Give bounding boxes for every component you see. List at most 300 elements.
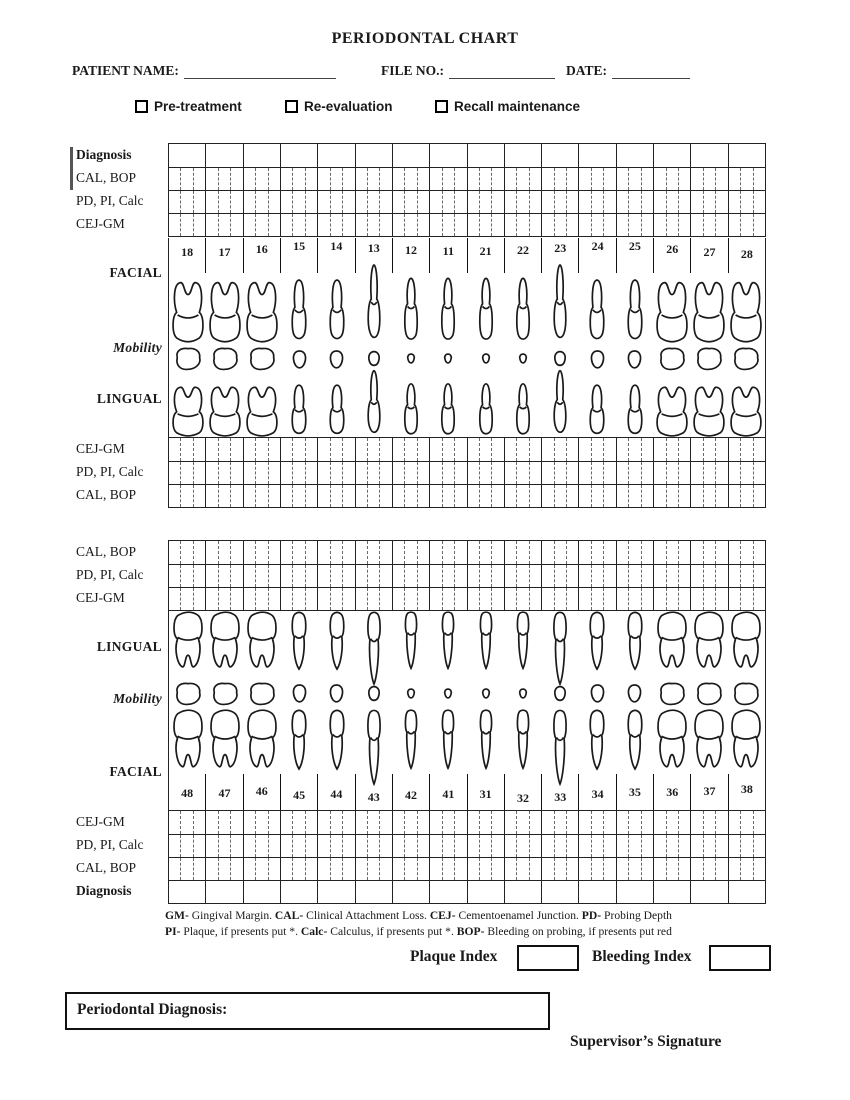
grid-site-cell[interactable] (666, 835, 678, 857)
grid-site-cell[interactable] (753, 214, 765, 236)
grid-site-cell[interactable] (292, 191, 304, 213)
grid-cell[interactable] (280, 144, 317, 167)
grid-site-cell[interactable] (281, 214, 292, 236)
grid-site-cell[interactable] (268, 462, 280, 484)
grid-site-cell[interactable] (218, 168, 230, 190)
grid-site-cell[interactable] (218, 858, 230, 880)
grid-site-cell[interactable] (393, 438, 404, 461)
grid-site-cell[interactable] (404, 811, 416, 834)
grid-site-cell[interactable] (654, 811, 665, 834)
grid-site-cell[interactable] (356, 168, 367, 190)
grid-site-cell[interactable] (268, 168, 280, 190)
grid-site-cell[interactable] (740, 168, 752, 190)
grid-site-cell[interactable] (292, 858, 304, 880)
grid-cell[interactable] (169, 881, 205, 903)
grid-site-cell[interactable] (753, 565, 765, 587)
grid-site-cell[interactable] (729, 214, 740, 236)
grid-site-cell[interactable] (516, 835, 528, 857)
grid-cell[interactable] (429, 881, 466, 903)
grid-site-cell[interactable] (753, 462, 765, 484)
grid-site-cell[interactable] (591, 191, 603, 213)
grid-site-cell[interactable] (740, 811, 752, 834)
grid-site-cell[interactable] (715, 191, 727, 213)
grid-site-cell[interactable] (516, 811, 528, 834)
grid-cell[interactable] (653, 881, 690, 903)
grid-site-cell[interactable] (554, 811, 566, 834)
grid-site-cell[interactable] (206, 811, 217, 834)
grid-site-cell[interactable] (430, 541, 441, 564)
grid-site-cell[interactable] (641, 565, 653, 587)
grid-site-cell[interactable] (579, 858, 590, 880)
grid-site-cell[interactable] (753, 438, 765, 461)
grid-cell[interactable] (616, 144, 653, 167)
grid-site-cell[interactable] (529, 541, 541, 564)
grid-site-cell[interactable] (505, 168, 516, 190)
grid-site-cell[interactable] (367, 462, 379, 484)
grid-site-cell[interactable] (244, 214, 255, 236)
grid-cell[interactable] (355, 144, 392, 167)
grid-site-cell[interactable] (281, 485, 292, 507)
grid-site-cell[interactable] (356, 214, 367, 236)
grid-site-cell[interactable] (268, 565, 280, 587)
grid-cell[interactable] (690, 881, 727, 903)
grid-site-cell[interactable] (206, 214, 217, 236)
grid-site-cell[interactable] (666, 214, 678, 236)
grid-site-cell[interactable] (666, 541, 678, 564)
grid-site-cell[interactable] (740, 485, 752, 507)
grid-site-cell[interactable] (729, 835, 740, 857)
grid-site-cell[interactable] (516, 485, 528, 507)
grid-cell[interactable] (728, 881, 765, 903)
grid-cell[interactable] (317, 881, 354, 903)
grid-site-cell[interactable] (430, 811, 441, 834)
grid-site-cell[interactable] (169, 214, 180, 236)
grid-site-cell[interactable] (654, 588, 665, 610)
grid-site-cell[interactable] (356, 191, 367, 213)
grid-site-cell[interactable] (330, 858, 342, 880)
grid-site-cell[interactable] (542, 191, 553, 213)
grid-site-cell[interactable] (342, 565, 354, 587)
grid-site-cell[interactable] (268, 485, 280, 507)
grid-site-cell[interactable] (318, 168, 329, 190)
grid-site-cell[interactable] (442, 588, 454, 610)
grid-site-cell[interactable] (442, 214, 454, 236)
grid-site-cell[interactable] (479, 565, 491, 587)
grid-site-cell[interactable] (367, 565, 379, 587)
grid-site-cell[interactable] (491, 541, 503, 564)
grid-site-cell[interactable] (318, 588, 329, 610)
grid-site-cell[interactable] (230, 588, 242, 610)
grid-cell[interactable] (317, 144, 354, 167)
grid-site-cell[interactable] (579, 811, 590, 834)
grid-site-cell[interactable] (430, 462, 441, 484)
grid-site-cell[interactable] (691, 485, 702, 507)
grid-site-cell[interactable] (529, 168, 541, 190)
grid-site-cell[interactable] (715, 214, 727, 236)
grid-site-cell[interactable] (654, 858, 665, 880)
grid-site-cell[interactable] (591, 438, 603, 461)
grid-site-cell[interactable] (393, 811, 404, 834)
grid-site-cell[interactable] (230, 438, 242, 461)
grid-site-cell[interactable] (542, 462, 553, 484)
grid-site-cell[interactable] (292, 541, 304, 564)
grid-site-cell[interactable] (678, 191, 690, 213)
grid-site-cell[interactable] (193, 541, 205, 564)
grid-site-cell[interactable] (554, 835, 566, 857)
grid-site-cell[interactable] (356, 541, 367, 564)
grid-site-cell[interactable] (729, 438, 740, 461)
grid-site-cell[interactable] (628, 835, 640, 857)
grid-site-cell[interactable] (255, 168, 267, 190)
grid-site-cell[interactable] (666, 462, 678, 484)
grid-site-cell[interactable] (729, 541, 740, 564)
grid-site-cell[interactable] (641, 835, 653, 857)
grid-site-cell[interactable] (379, 565, 391, 587)
grid-site-cell[interactable] (740, 565, 752, 587)
grid-site-cell[interactable] (169, 858, 180, 880)
grid-site-cell[interactable] (230, 811, 242, 834)
grid-site-cell[interactable] (218, 485, 230, 507)
grid-cell[interactable] (355, 881, 392, 903)
grid-site-cell[interactable] (641, 811, 653, 834)
grid-site-cell[interactable] (628, 438, 640, 461)
grid-site-cell[interactable] (641, 191, 653, 213)
grid-site-cell[interactable] (753, 858, 765, 880)
grid-site-cell[interactable] (617, 565, 628, 587)
grid-site-cell[interactable] (554, 214, 566, 236)
grid-site-cell[interactable] (330, 191, 342, 213)
grid-site-cell[interactable] (305, 588, 317, 610)
grid-site-cell[interactable] (367, 835, 379, 857)
grid-site-cell[interactable] (641, 462, 653, 484)
grid-site-cell[interactable] (566, 438, 578, 461)
grid-site-cell[interactable] (691, 462, 702, 484)
grid-site-cell[interactable] (740, 462, 752, 484)
grid-site-cell[interactable] (753, 168, 765, 190)
grid-site-cell[interactable] (641, 214, 653, 236)
grid-site-cell[interactable] (628, 588, 640, 610)
grid-site-cell[interactable] (579, 168, 590, 190)
grid-site-cell[interactable] (641, 168, 653, 190)
grid-site-cell[interactable] (342, 858, 354, 880)
grid-site-cell[interactable] (367, 214, 379, 236)
grid-site-cell[interactable] (305, 811, 317, 834)
grid-site-cell[interactable] (454, 462, 466, 484)
grid-site-cell[interactable] (244, 168, 255, 190)
grid-site-cell[interactable] (591, 835, 603, 857)
grid-site-cell[interactable] (603, 168, 615, 190)
grid-site-cell[interactable] (292, 835, 304, 857)
grid-site-cell[interactable] (729, 191, 740, 213)
grid-site-cell[interactable] (430, 485, 441, 507)
grid-site-cell[interactable] (218, 214, 230, 236)
grid-site-cell[interactable] (193, 565, 205, 587)
grid-site-cell[interactable] (628, 541, 640, 564)
grid-site-cell[interactable] (666, 588, 678, 610)
grid-site-cell[interactable] (281, 438, 292, 461)
grid-site-cell[interactable] (715, 811, 727, 834)
grid-site-cell[interactable] (255, 858, 267, 880)
grid-site-cell[interactable] (193, 438, 205, 461)
grid-site-cell[interactable] (255, 811, 267, 834)
grid-site-cell[interactable] (244, 541, 255, 564)
grid-site-cell[interactable] (193, 858, 205, 880)
grid-site-cell[interactable] (628, 462, 640, 484)
grid-site-cell[interactable] (491, 835, 503, 857)
grid-site-cell[interactable] (740, 588, 752, 610)
grid-site-cell[interactable] (318, 565, 329, 587)
grid-site-cell[interactable] (479, 835, 491, 857)
grid-site-cell[interactable] (281, 588, 292, 610)
grid-site-cell[interactable] (305, 565, 317, 587)
grid-site-cell[interactable] (379, 462, 391, 484)
grid-site-cell[interactable] (244, 485, 255, 507)
grid-site-cell[interactable] (542, 214, 553, 236)
grid-site-cell[interactable] (468, 438, 479, 461)
grid-site-cell[interactable] (330, 438, 342, 461)
grid-site-cell[interactable] (342, 168, 354, 190)
grid-cell[interactable] (392, 881, 429, 903)
grid-site-cell[interactable] (753, 835, 765, 857)
grid-cell[interactable] (690, 144, 727, 167)
grid-site-cell[interactable] (193, 168, 205, 190)
grid-site-cell[interactable] (715, 485, 727, 507)
grid-site-cell[interactable] (417, 191, 429, 213)
grid-site-cell[interactable] (206, 858, 217, 880)
grid-site-cell[interactable] (753, 191, 765, 213)
grid-site-cell[interactable] (180, 565, 192, 587)
grid-site-cell[interactable] (330, 541, 342, 564)
grid-site-cell[interactable] (454, 438, 466, 461)
grid-site-cell[interactable] (516, 191, 528, 213)
grid-site-cell[interactable] (566, 168, 578, 190)
grid-site-cell[interactable] (255, 191, 267, 213)
grid-site-cell[interactable] (678, 811, 690, 834)
grid-site-cell[interactable] (554, 168, 566, 190)
grid-site-cell[interactable] (542, 168, 553, 190)
grid-site-cell[interactable] (417, 858, 429, 880)
grid-site-cell[interactable] (542, 565, 553, 587)
grid-site-cell[interactable] (379, 811, 391, 834)
date-input[interactable] (612, 66, 690, 79)
plaque-index-box[interactable] (517, 945, 579, 971)
grid-site-cell[interactable] (591, 214, 603, 236)
grid-site-cell[interactable] (641, 485, 653, 507)
grid-site-cell[interactable] (430, 565, 441, 587)
grid-site-cell[interactable] (169, 811, 180, 834)
grid-site-cell[interactable] (404, 541, 416, 564)
grid-site-cell[interactable] (442, 858, 454, 880)
grid-site-cell[interactable] (529, 811, 541, 834)
grid-site-cell[interactable] (579, 541, 590, 564)
grid-site-cell[interactable] (281, 858, 292, 880)
grid-site-cell[interactable] (479, 191, 491, 213)
grid-site-cell[interactable] (529, 565, 541, 587)
grid-site-cell[interactable] (305, 858, 317, 880)
grid-site-cell[interactable] (554, 588, 566, 610)
grid-site-cell[interactable] (356, 835, 367, 857)
grid-site-cell[interactable] (404, 835, 416, 857)
grid-site-cell[interactable] (330, 565, 342, 587)
grid-site-cell[interactable] (268, 438, 280, 461)
grid-site-cell[interactable] (703, 588, 715, 610)
grid-site-cell[interactable] (404, 214, 416, 236)
grid-site-cell[interactable] (654, 835, 665, 857)
grid-cell[interactable] (616, 881, 653, 903)
grid-site-cell[interactable] (393, 541, 404, 564)
grid-site-cell[interactable] (566, 858, 578, 880)
grid-site-cell[interactable] (542, 811, 553, 834)
grid-site-cell[interactable] (342, 485, 354, 507)
grid-site-cell[interactable] (417, 588, 429, 610)
grid-site-cell[interactable] (654, 541, 665, 564)
grid-site-cell[interactable] (356, 588, 367, 610)
grid-site-cell[interactable] (442, 835, 454, 857)
grid-site-cell[interactable] (729, 588, 740, 610)
grid-site-cell[interactable] (666, 191, 678, 213)
grid-site-cell[interactable] (255, 438, 267, 461)
grid-site-cell[interactable] (169, 462, 180, 484)
grid-site-cell[interactable] (206, 462, 217, 484)
grid-site-cell[interactable] (529, 462, 541, 484)
grid-site-cell[interactable] (330, 811, 342, 834)
grid-site-cell[interactable] (367, 485, 379, 507)
grid-site-cell[interactable] (330, 485, 342, 507)
grid-site-cell[interactable] (491, 588, 503, 610)
grid-site-cell[interactable] (617, 485, 628, 507)
grid-site-cell[interactable] (230, 541, 242, 564)
grid-site-cell[interactable] (554, 438, 566, 461)
grid-site-cell[interactable] (479, 811, 491, 834)
grid-site-cell[interactable] (393, 858, 404, 880)
grid-site-cell[interactable] (218, 438, 230, 461)
grid-site-cell[interactable] (268, 541, 280, 564)
grid-site-cell[interactable] (603, 811, 615, 834)
grid-site-cell[interactable] (330, 168, 342, 190)
grid-site-cell[interactable] (330, 588, 342, 610)
grid-site-cell[interactable] (393, 168, 404, 190)
grid-site-cell[interactable] (454, 565, 466, 587)
grid-site-cell[interactable] (753, 811, 765, 834)
grid-site-cell[interactable] (617, 462, 628, 484)
grid-site-cell[interactable] (454, 485, 466, 507)
grid-site-cell[interactable] (516, 858, 528, 880)
grid-site-cell[interactable] (479, 438, 491, 461)
grid-cell[interactable] (169, 144, 205, 167)
grid-site-cell[interactable] (666, 858, 678, 880)
grid-site-cell[interactable] (379, 485, 391, 507)
grid-site-cell[interactable] (318, 438, 329, 461)
grid-site-cell[interactable] (566, 462, 578, 484)
grid-site-cell[interactable] (654, 168, 665, 190)
grid-site-cell[interactable] (542, 835, 553, 857)
grid-site-cell[interactable] (729, 485, 740, 507)
grid-site-cell[interactable] (566, 588, 578, 610)
grid-site-cell[interactable] (666, 438, 678, 461)
grid-site-cell[interactable] (218, 835, 230, 857)
grid-site-cell[interactable] (379, 214, 391, 236)
grid-site-cell[interactable] (703, 462, 715, 484)
grid-site-cell[interactable] (244, 811, 255, 834)
grid-site-cell[interactable] (554, 191, 566, 213)
grid-site-cell[interactable] (244, 858, 255, 880)
grid-site-cell[interactable] (318, 835, 329, 857)
grid-site-cell[interactable] (516, 214, 528, 236)
grid-site-cell[interactable] (603, 858, 615, 880)
grid-site-cell[interactable] (193, 835, 205, 857)
grid-site-cell[interactable] (281, 541, 292, 564)
grid-site-cell[interactable] (305, 214, 317, 236)
grid-site-cell[interactable] (430, 191, 441, 213)
grid-site-cell[interactable] (206, 485, 217, 507)
grid-site-cell[interactable] (566, 835, 578, 857)
grid-site-cell[interactable] (292, 811, 304, 834)
grid-site-cell[interactable] (566, 811, 578, 834)
grid-site-cell[interactable] (206, 835, 217, 857)
grid-site-cell[interactable] (678, 462, 690, 484)
grid-site-cell[interactable] (193, 485, 205, 507)
grid-site-cell[interactable] (542, 438, 553, 461)
grid-site-cell[interactable] (417, 462, 429, 484)
grid-site-cell[interactable] (505, 191, 516, 213)
grid-site-cell[interactable] (330, 462, 342, 484)
grid-site-cell[interactable] (678, 835, 690, 857)
grid-site-cell[interactable] (468, 541, 479, 564)
grid-site-cell[interactable] (641, 541, 653, 564)
grid-site-cell[interactable] (729, 168, 740, 190)
grid-site-cell[interactable] (579, 565, 590, 587)
grid-site-cell[interactable] (479, 168, 491, 190)
grid-site-cell[interactable] (281, 835, 292, 857)
grid-site-cell[interactable] (491, 565, 503, 587)
grid-site-cell[interactable] (753, 541, 765, 564)
grid-site-cell[interactable] (342, 214, 354, 236)
grid-site-cell[interactable] (305, 835, 317, 857)
grid-site-cell[interactable] (566, 191, 578, 213)
grid-site-cell[interactable] (169, 541, 180, 564)
grid-site-cell[interactable] (255, 485, 267, 507)
grid-site-cell[interactable] (753, 485, 765, 507)
grid-site-cell[interactable] (715, 835, 727, 857)
grid-site-cell[interactable] (244, 835, 255, 857)
grid-site-cell[interactable] (715, 168, 727, 190)
grid-site-cell[interactable] (169, 191, 180, 213)
grid-site-cell[interactable] (281, 462, 292, 484)
grid-site-cell[interactable] (603, 541, 615, 564)
grid-site-cell[interactable] (180, 438, 192, 461)
grid-site-cell[interactable] (292, 588, 304, 610)
grid-site-cell[interactable] (579, 191, 590, 213)
grid-site-cell[interactable] (516, 565, 528, 587)
grid-site-cell[interactable] (417, 565, 429, 587)
grid-site-cell[interactable] (691, 191, 702, 213)
grid-site-cell[interactable] (591, 858, 603, 880)
grid-site-cell[interactable] (417, 541, 429, 564)
grid-site-cell[interactable] (729, 462, 740, 484)
grid-site-cell[interactable] (255, 588, 267, 610)
grid-site-cell[interactable] (180, 191, 192, 213)
grid-site-cell[interactable] (318, 462, 329, 484)
grid-site-cell[interactable] (566, 565, 578, 587)
grid-site-cell[interactable] (393, 835, 404, 857)
grid-site-cell[interactable] (505, 214, 516, 236)
grid-site-cell[interactable] (442, 811, 454, 834)
grid-site-cell[interactable] (617, 811, 628, 834)
grid-site-cell[interactable] (442, 168, 454, 190)
grid-site-cell[interactable] (193, 588, 205, 610)
grid-site-cell[interactable] (491, 214, 503, 236)
grid-site-cell[interactable] (268, 588, 280, 610)
